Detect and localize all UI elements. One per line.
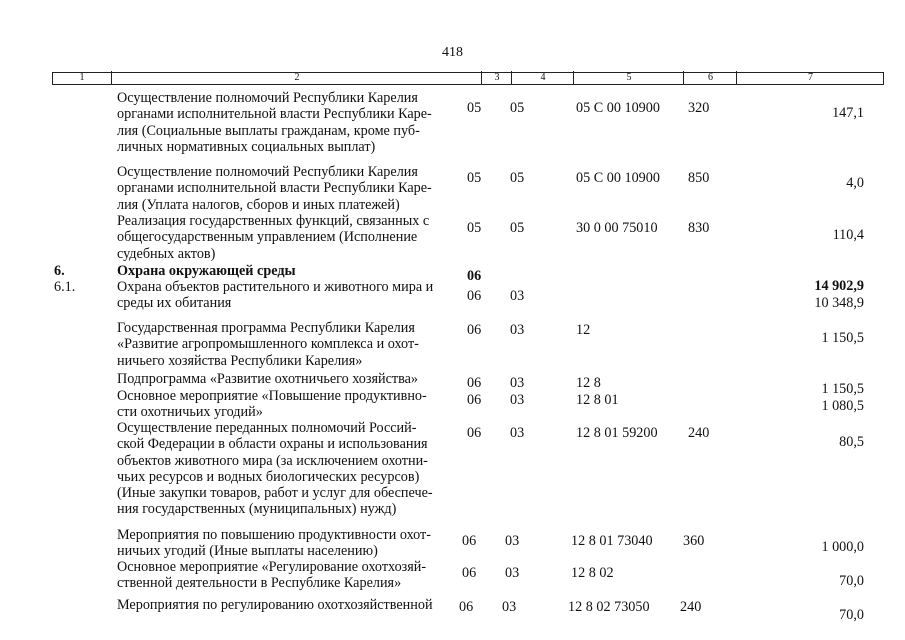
- row-name: Государственная программа Республики Карелия «Развитие агропромышленного комплекса и охот- ничьего хозяйства Республики Карелия»: [117, 320, 419, 369]
- col-header-4: 4: [511, 71, 574, 84]
- row-amount: 10 348,9: [814, 295, 864, 311]
- row-section-code: 05: [467, 170, 482, 186]
- row-name: Подпрограмма «Развитие охотничьего хозяйства»: [117, 371, 419, 387]
- row-subsection-code: 05: [510, 170, 525, 186]
- row-amount: 110,4: [832, 227, 864, 243]
- row-target-article: 12 8 02 73050: [568, 599, 650, 615]
- row-amount: 147,1: [832, 105, 864, 121]
- row-number: 6.: [54, 263, 65, 279]
- row-section-code: 06: [462, 565, 477, 581]
- row-section-code: 06: [467, 268, 482, 284]
- row-amount: 1 080,5: [821, 398, 864, 414]
- row-name: Охрана окружающей среды: [117, 263, 296, 279]
- row-amount: 70,0: [839, 607, 864, 623]
- row-name: Охрана объектов растительного и животного мира и среды их обитания: [117, 279, 434, 312]
- column-header-row: [52, 72, 884, 85]
- row-name: Мероприятия по повышению продуктивности охот- ничьих угодий (Иные выплаты населению): [117, 527, 431, 560]
- row-name: Осуществление переданных полномочий Россий- ской Федерации в области охраны и использования объектов животного мира (за исключением охотни- чьих ресурсов и водных биологических ресурсов) (Иные закупки товаров, работ и услуг для обеспече- ния государственных (муниципальных) нужд): [117, 420, 433, 518]
- row-target-article: 12 8 01 59200: [576, 425, 658, 441]
- row-section-code: 05: [467, 220, 482, 236]
- row-section-code: 06: [467, 322, 482, 338]
- row-subsection-code: 03: [502, 599, 517, 615]
- row-target-article: 05 С 00 10900: [576, 170, 660, 186]
- row-name: Основное мероприятие «Повышение продуктивно- сти охотничьих угодий»: [117, 388, 427, 421]
- row-amount: 1 000,0: [821, 539, 864, 555]
- row-name: Реализация государственных функций, связанных с общегосударственным управлением (Исполнение судебных актов): [117, 213, 430, 262]
- row-target-article: 30 0 00 75010: [576, 220, 658, 236]
- row-expense-type: 240: [680, 599, 702, 615]
- row-target-article: 12 8: [576, 375, 601, 391]
- row-expense-type: 360: [683, 533, 705, 549]
- row-section-code: 06: [467, 425, 482, 441]
- col-header-6: 6: [683, 71, 737, 84]
- row-target-article: 05 С 00 10900: [576, 100, 660, 116]
- row-expense-type: 830: [688, 220, 710, 236]
- row-amount: 1 150,5: [821, 381, 864, 397]
- row-target-article: 12: [576, 322, 591, 338]
- page-number: 418: [442, 45, 463, 60]
- row-target-article: 12 8 01 73040: [571, 533, 653, 549]
- row-section-code: 06: [467, 375, 482, 391]
- row-subsection-code: 05: [510, 220, 525, 236]
- row-amount: 1 150,5: [821, 330, 864, 346]
- row-subsection-code: 03: [505, 533, 520, 549]
- row-amount: 4,0: [846, 175, 864, 191]
- col-header-7: 7: [736, 71, 884, 84]
- row-section-code: 05: [467, 100, 482, 116]
- row-subsection-code: 03: [510, 322, 525, 338]
- col-header-1: 1: [79, 72, 85, 83]
- row-expense-type: 320: [688, 100, 710, 116]
- row-section-code: 06: [462, 533, 477, 549]
- col-header-5: 5: [573, 71, 684, 84]
- row-subsection-code: 03: [510, 392, 525, 408]
- row-subsection-code: 03: [510, 425, 525, 441]
- row-subsection-code: 05: [510, 100, 525, 116]
- row-expense-type: 850: [688, 170, 710, 186]
- row-target-article: 12 8 01: [576, 392, 619, 408]
- row-subsection-code: 03: [510, 375, 525, 391]
- row-name: Мероприятия по регулированию охотхозяйственной: [117, 597, 433, 613]
- row-section-code: 06: [459, 599, 474, 615]
- row-amount: 80,5: [839, 434, 864, 450]
- row-section-code: 06: [467, 392, 482, 408]
- row-subsection-code: 03: [510, 288, 525, 304]
- col-header-3: 3: [481, 71, 512, 84]
- row-name: Основное мероприятие «Регулирование охотхозяй- ственной деятельности в Республике Карелия»: [117, 559, 427, 592]
- row-name: Осуществление полномочий Республики Карелия органами исполнительной власти Республики Каре- лия (Социальные выплаты гражданам, кроме пуб- личных нормативных социальных выплат): [117, 90, 432, 155]
- row-section-code: 06: [467, 288, 482, 304]
- row-number: 6.1.: [54, 279, 76, 295]
- row-subsection-code: 03: [505, 565, 520, 581]
- row-expense-type: 240: [688, 425, 710, 441]
- row-name: Осуществление полномочий Республики Карелия органами исполнительной власти Республики Каре- лия (Уплата налогов, сборов и иных платежей): [117, 164, 432, 213]
- col-header-2: 2: [111, 71, 482, 84]
- row-amount: 14 902,9: [814, 278, 864, 294]
- row-target-article: 12 8 02: [571, 565, 614, 581]
- row-amount: 70,0: [839, 573, 864, 589]
